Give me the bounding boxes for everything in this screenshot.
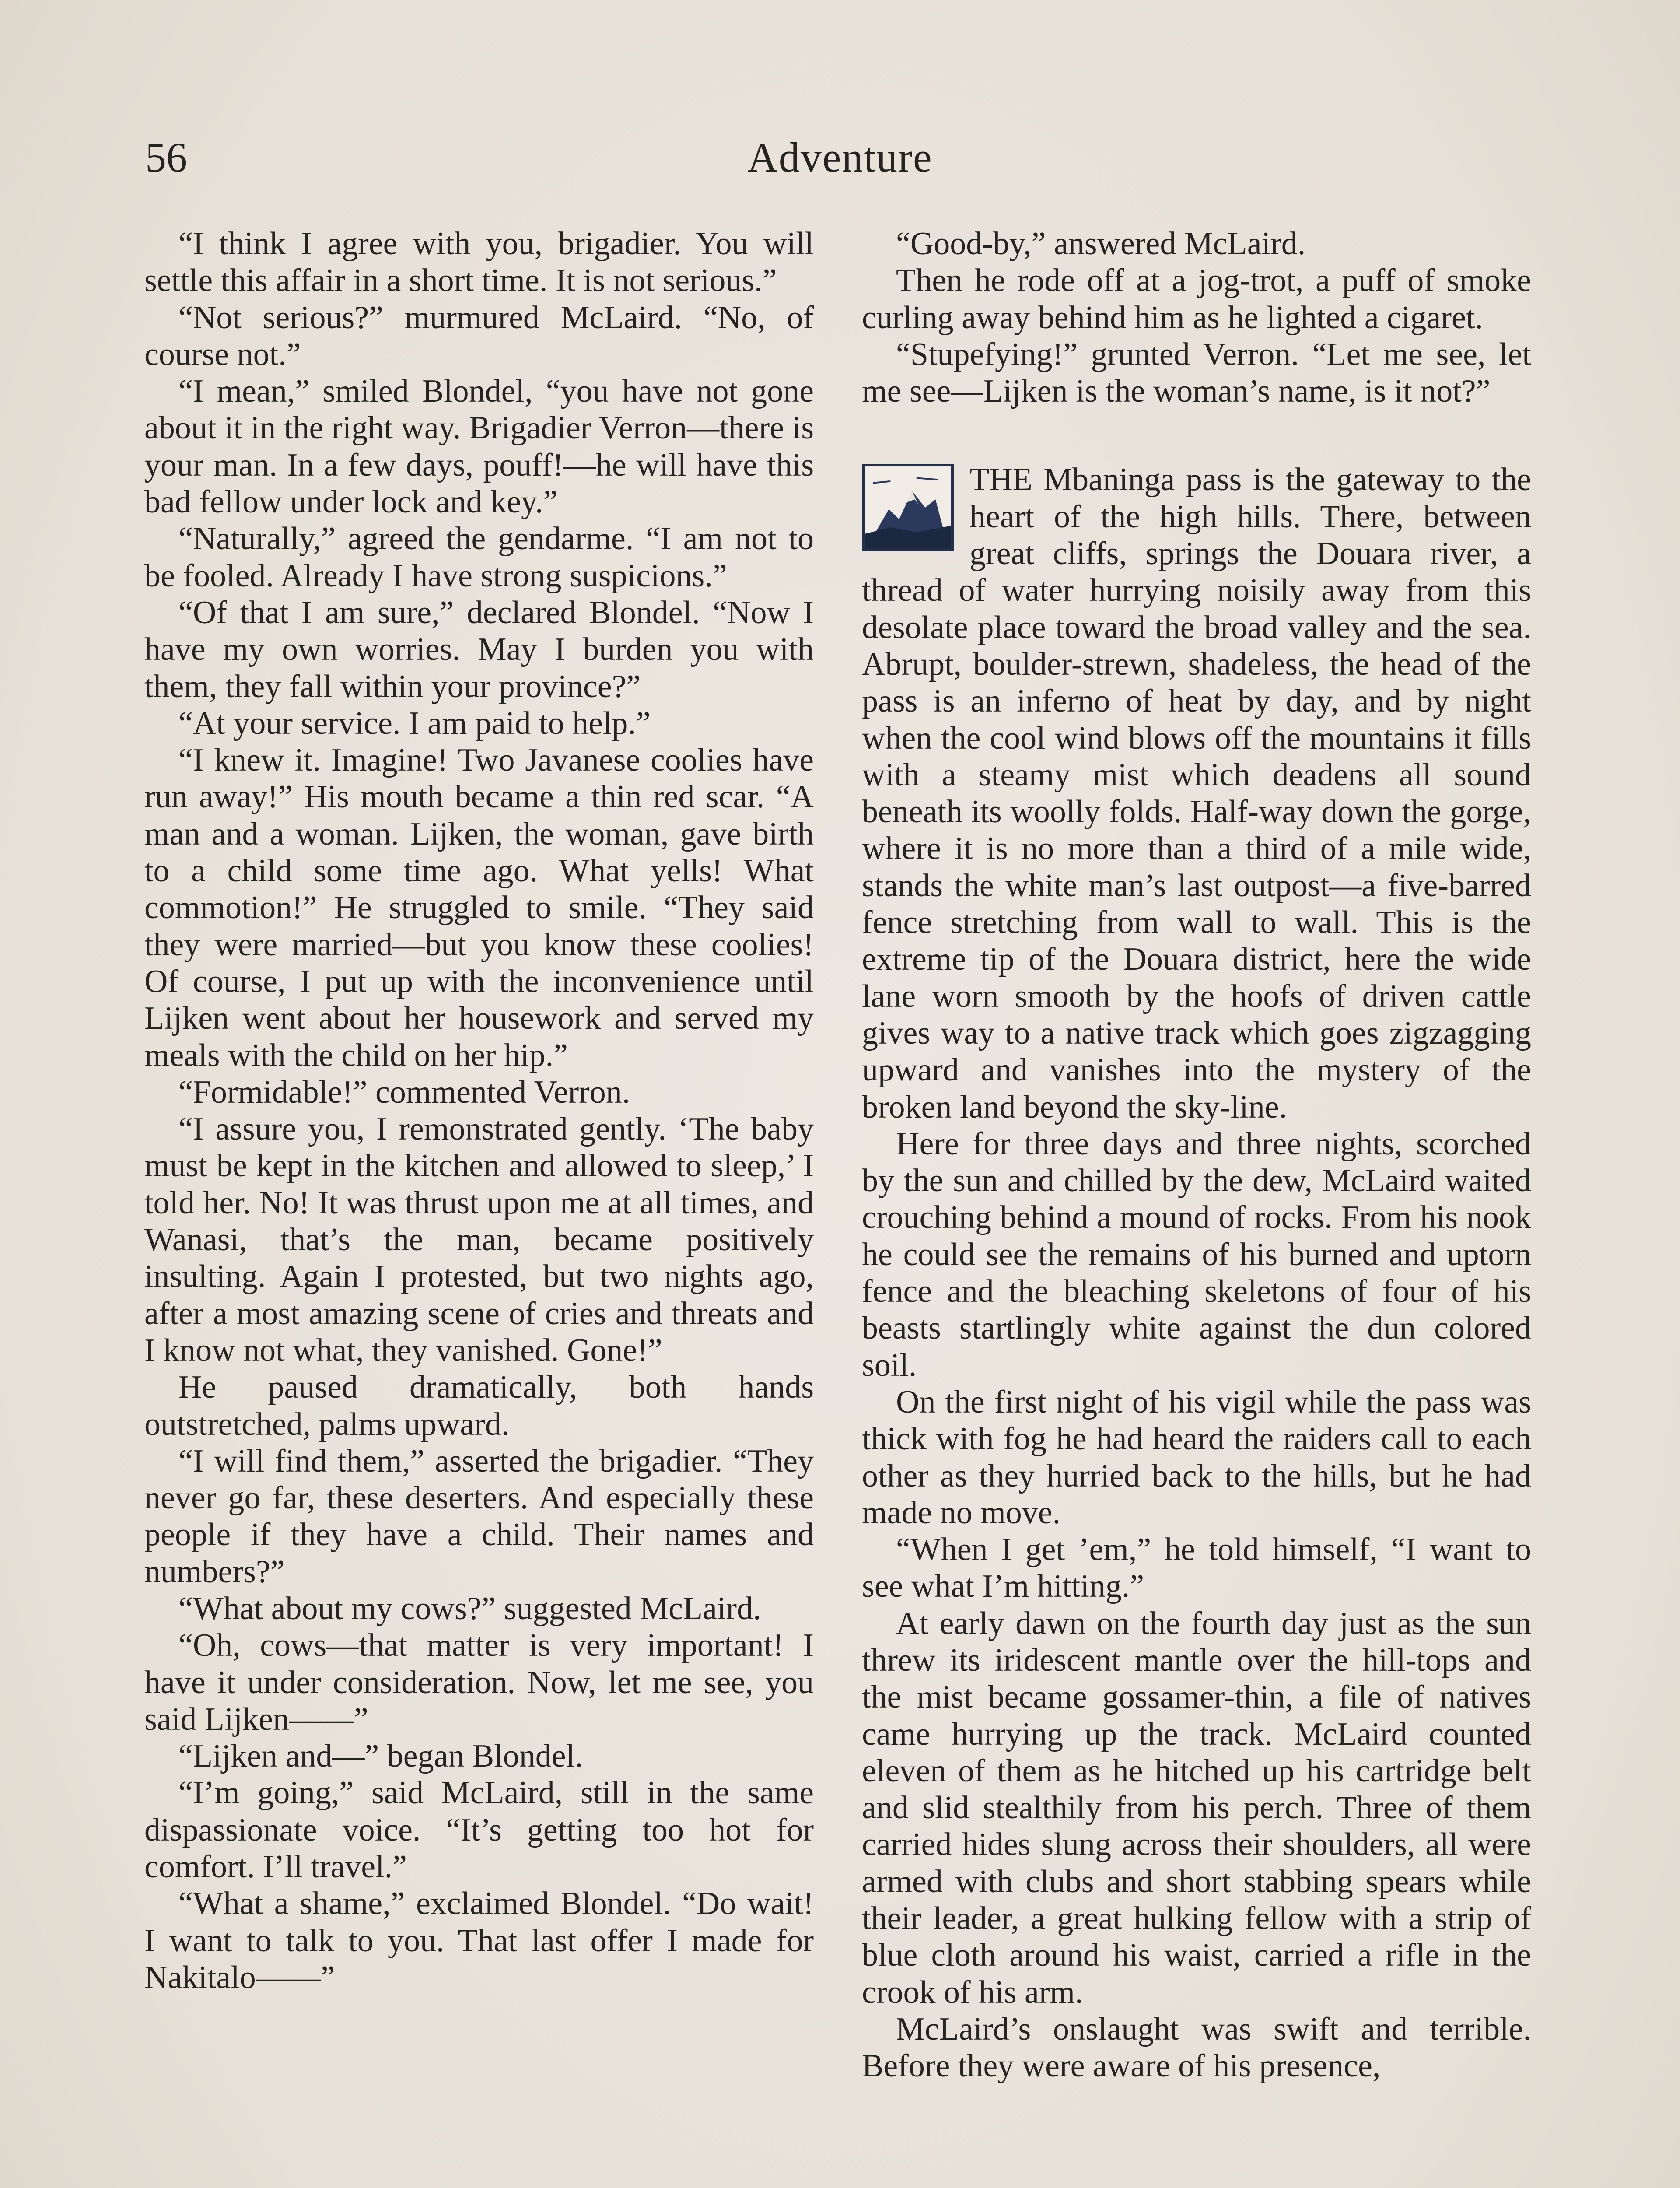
- paragraph: Then he rode off at a jog-trot, a puff of smoke curling away behind him as he lighted a cigaret.: [862, 263, 1531, 336]
- right-column: [862, 225, 1531, 2085]
- paragraph: “Naturally,” agreed the gendarme. “I am not to be fooled. Already I have strong suspicions.”: [144, 521, 814, 594]
- paragraph: “Not serious?” murmured McLaird. “No, of course not.”: [144, 299, 814, 372]
- paragraph: “I will find them,” asserted the brigadier. “They never go far, these deserters. And especially these people if they have a child. Their names and numbers?”: [144, 1443, 814, 1590]
- paragraph: “Formidable!” commented Verron.: [178, 1074, 630, 1110]
- paragraph: “Lijken and—” began Blondel.: [178, 1738, 583, 1774]
- paragraph: On the first night of his vigil while the pass was thick with fog he had heard the raiders call to each other as they hurried back to the hills, but he had made no move.: [862, 1384, 1531, 1531]
- section-opening-paragraph: THE Mbaninga pass is the gateway to the heart of the high hills. There, between great cliffs, springs the Douara river, a thread of water hurrying noisily away from this desolate place toward the broad valley and the sea. Abrupt, boulder-strewn, shadeless, the head of the pass is an inferno of heat by day, and by night when the cool wind blows off the mountains it fills with a steamy mist which deadens all sound beneath its woolly folds. Half-way down the gorge, where it is no more than a third of a mile wide, stands the white man’s last outpost—a five-barred fence stretching from wall to wall. This is the extreme tip of the Douara district, here the wide lane worn smooth by the hoofs of driven cattle gives way to a native track which goes zigzagging upward and vanishes into the mystery of the broken land beyond the sky-line.: [862, 462, 1531, 1125]
- paragraph: “At your service. I am paid to help.”: [178, 705, 651, 741]
- running-title: Adventure: [747, 134, 933, 181]
- paragraph: “Of that I am sure,” declared Blondel. “Now I have my own worries. May I burden you with them, they fall within your province?”: [144, 594, 814, 705]
- paragraph: “What a shame,” exclaimed Blondel. “Do wait! I want to talk to you. That last offer I made for Nakitalo——”: [144, 1886, 814, 1995]
- paragraph: He paused dramatically, both hands outstretched, palms upward.: [144, 1369, 814, 1442]
- paragraph: “Oh, cows—that matter is very important! I have it under consideration. Now, let me see, you said Lijken——”: [144, 1627, 814, 1737]
- paragraph: “What about my cows?” suggested McLaird.: [178, 1590, 761, 1627]
- paragraph: “Stupefying!” grunted Verron. “Let me see, let me see—Lijken is the woman’s name, is it not?”: [862, 336, 1531, 410]
- paragraph: “I’m going,” said McLaird, still in the same dispassionate voice. “It’s getting too hot for comfort. I’ll travel.”: [144, 1775, 814, 1885]
- paragraph: “Good-by,” answered McLaird.: [896, 226, 1306, 262]
- paragraph: Here for three days and three nights, scorched by the sun and chilled by the dew, McLaird waited crouching behind a mound of rocks. From his nook he could see the remains of his burned and uptorn fence and the bleaching skeletons of four of his beasts startlingly white against the dun colored soil.: [862, 1126, 1531, 1383]
- paragraph: “When I get ’em,” he told himself, “I want to see what I’m hitting.”: [862, 1532, 1531, 1605]
- page-number: 56: [145, 134, 187, 181]
- section-break: [862, 410, 1531, 461]
- paragraph: At early dawn on the fourth day just as the sun threw its iridescent mantle over the hill-tops and the mist became gossamer-thin, a file of natives came hurrying up the track. McLaird counted eleven of them as he hitched up his cartridge belt and slid stealthily from his perch. Three of them carried hides slung across their shoulders, all were armed with clubs and short stabbing spears while their leader, a great hulking fellow with a strip of blue cloth around his waist, carried a rifle in the crook of his arm.: [862, 1605, 1531, 2010]
- paragraph: McLaird’s onslaught was swift and terrible. Before they were aware of his presence,: [862, 2011, 1531, 2084]
- paragraph: “I think I agree with you, brigadier. You will settle this affair in a short time. It is not serious.”: [144, 226, 814, 299]
- page-header: [140, 131, 1540, 197]
- mountain-ornament-icon: [862, 464, 954, 551]
- paragraph: “I assure you, I remonstrated gently. ‘The baby must be kept in the kitchen and allowed to sleep,’ I told her. No! It was thrust upon me at all times, and Wanasi, that’s the man, became positively insulting. Again I protested, but two nights ago, after a most amazing scene of cries and threats and I know not what, they vanished. Gone!”: [144, 1111, 814, 1368]
- left-column: [144, 225, 814, 1996]
- paragraph: “I mean,” smiled Blondel, “you have not gone about it in the right way. Brigadier Verron—there is your man. In a few days, pouff!—he will have this bad fellow under lock and key.”: [144, 373, 814, 520]
- paragraph: “I knew it. Imagine! Two Javanese coolies have run away!” His mouth became a thin red scar. “A man and a woman. Lijken, the woman, gave birth to a child some time ago. What yells! What commotion!” He struggled to smile. “They said they were married—but you know these coolies! Of course, I put up with the inconvenience until Lijken went about her housework and served my meals with the child on her hip.”: [144, 742, 814, 1073]
